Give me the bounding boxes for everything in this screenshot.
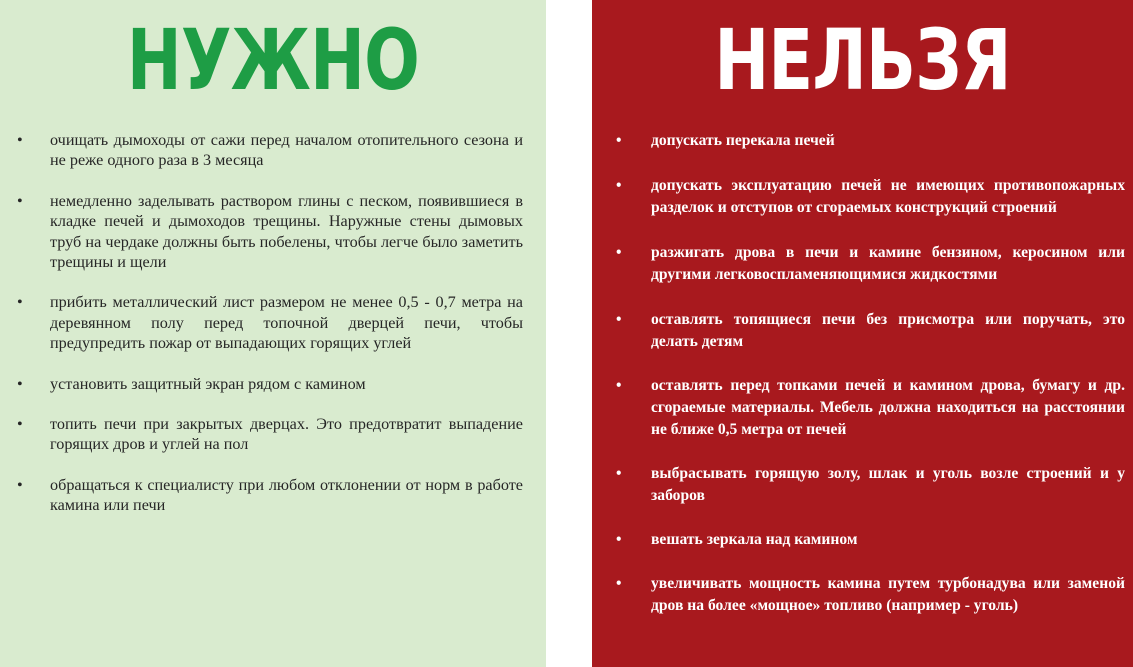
dont-item-text: выбрасывать горящую золу, шлак и уголь возле строений и у заборов	[651, 465, 1125, 504]
dont-item	[616, 309, 1125, 353]
dont-panel	[592, 0, 1133, 667]
dont-item-text: вешать зеркала над камином	[651, 531, 858, 548]
bullet-icon: •	[616, 311, 622, 328]
dont-list	[616, 130, 1125, 617]
dont-item	[616, 573, 1125, 617]
bullet-icon: •	[616, 244, 622, 261]
do-item	[17, 130, 523, 171]
do-item-text: прибить металлический лист размером не менее 0,5 - 0,7 метра на деревянном полу перед топочной дверцей печи, чтобы предупредить пожар от выпадающих горящих углей	[50, 293, 523, 353]
dont-item	[616, 375, 1125, 441]
do-heading: НУЖНО	[126, 11, 420, 109]
do-list	[17, 130, 523, 536]
bullet-icon: •	[616, 132, 622, 149]
do-item-text: установить защитный экран рядом с камином	[50, 374, 366, 393]
bullet-icon: •	[17, 374, 23, 393]
dont-item	[616, 175, 1125, 219]
bullet-icon: •	[17, 293, 23, 312]
bullet-icon: •	[616, 531, 622, 548]
do-item	[17, 191, 523, 273]
bullet-icon: •	[616, 575, 622, 592]
do-item-text: топить печи при закрытых дверцах. Это предотвратит выпадение горящих дров и углей на пол	[50, 415, 523, 454]
do-panel	[0, 0, 546, 667]
bullet-icon: •	[17, 191, 23, 210]
dont-item-text: допускать перекала печей	[651, 132, 835, 149]
bullet-icon: •	[17, 415, 23, 434]
do-item-text: очищать дымоходы от сажи перед началом отопительного сезона и не реже одного раза в 3 месяца	[50, 131, 523, 170]
do-item-text: обращаться к специалисту при любом отклонении от норм в работе камина или печи	[50, 475, 523, 515]
dont-heading: НЕЛЬЗЯ	[714, 11, 1011, 109]
bullet-icon: •	[17, 131, 23, 149]
do-item	[17, 374, 523, 394]
dont-item	[616, 130, 1125, 152]
do-item	[17, 414, 523, 455]
dont-item	[616, 529, 1125, 551]
dont-item-text: допускать эксплуатацию печей не имеющих противопожарных разделок и отступов от сгораемых конструкций строений	[651, 177, 1125, 216]
bullet-icon: •	[616, 177, 622, 194]
dont-item-text: оставлять перед топками печей и камином дрова, бумагу и др. сгораемые материалы. Мебель должна находиться на расстоянии не ближе 0,5 метра от печей	[651, 377, 1125, 438]
dont-item-text: увеличивать мощность камина путем турбонадува или заменой дров на более «мощное» топливо (например - уголь)	[651, 575, 1125, 614]
dont-item	[616, 242, 1125, 286]
dont-item-text: оставлять топящиеся печи без присмотра или поручать, это делать детям	[651, 311, 1125, 350]
do-item	[17, 292, 523, 353]
do-item	[17, 475, 523, 516]
bullet-icon: •	[17, 475, 23, 494]
bullet-icon: •	[616, 465, 622, 482]
dont-item-text: разжигать дрова в печи и камине бензином, керосином или другими легковоспламеняющимися жидкостями	[651, 244, 1125, 283]
dont-item	[616, 463, 1125, 507]
bullet-icon: •	[616, 377, 622, 394]
do-item-text: немедленно заделывать раствором глины с песком, появившиеся в кладке печей и дымоходов трещины. Наружные стены дымовых труб на чердаке должны быть побелены, чтобы легче было заметить трещины и щели	[50, 191, 523, 272]
